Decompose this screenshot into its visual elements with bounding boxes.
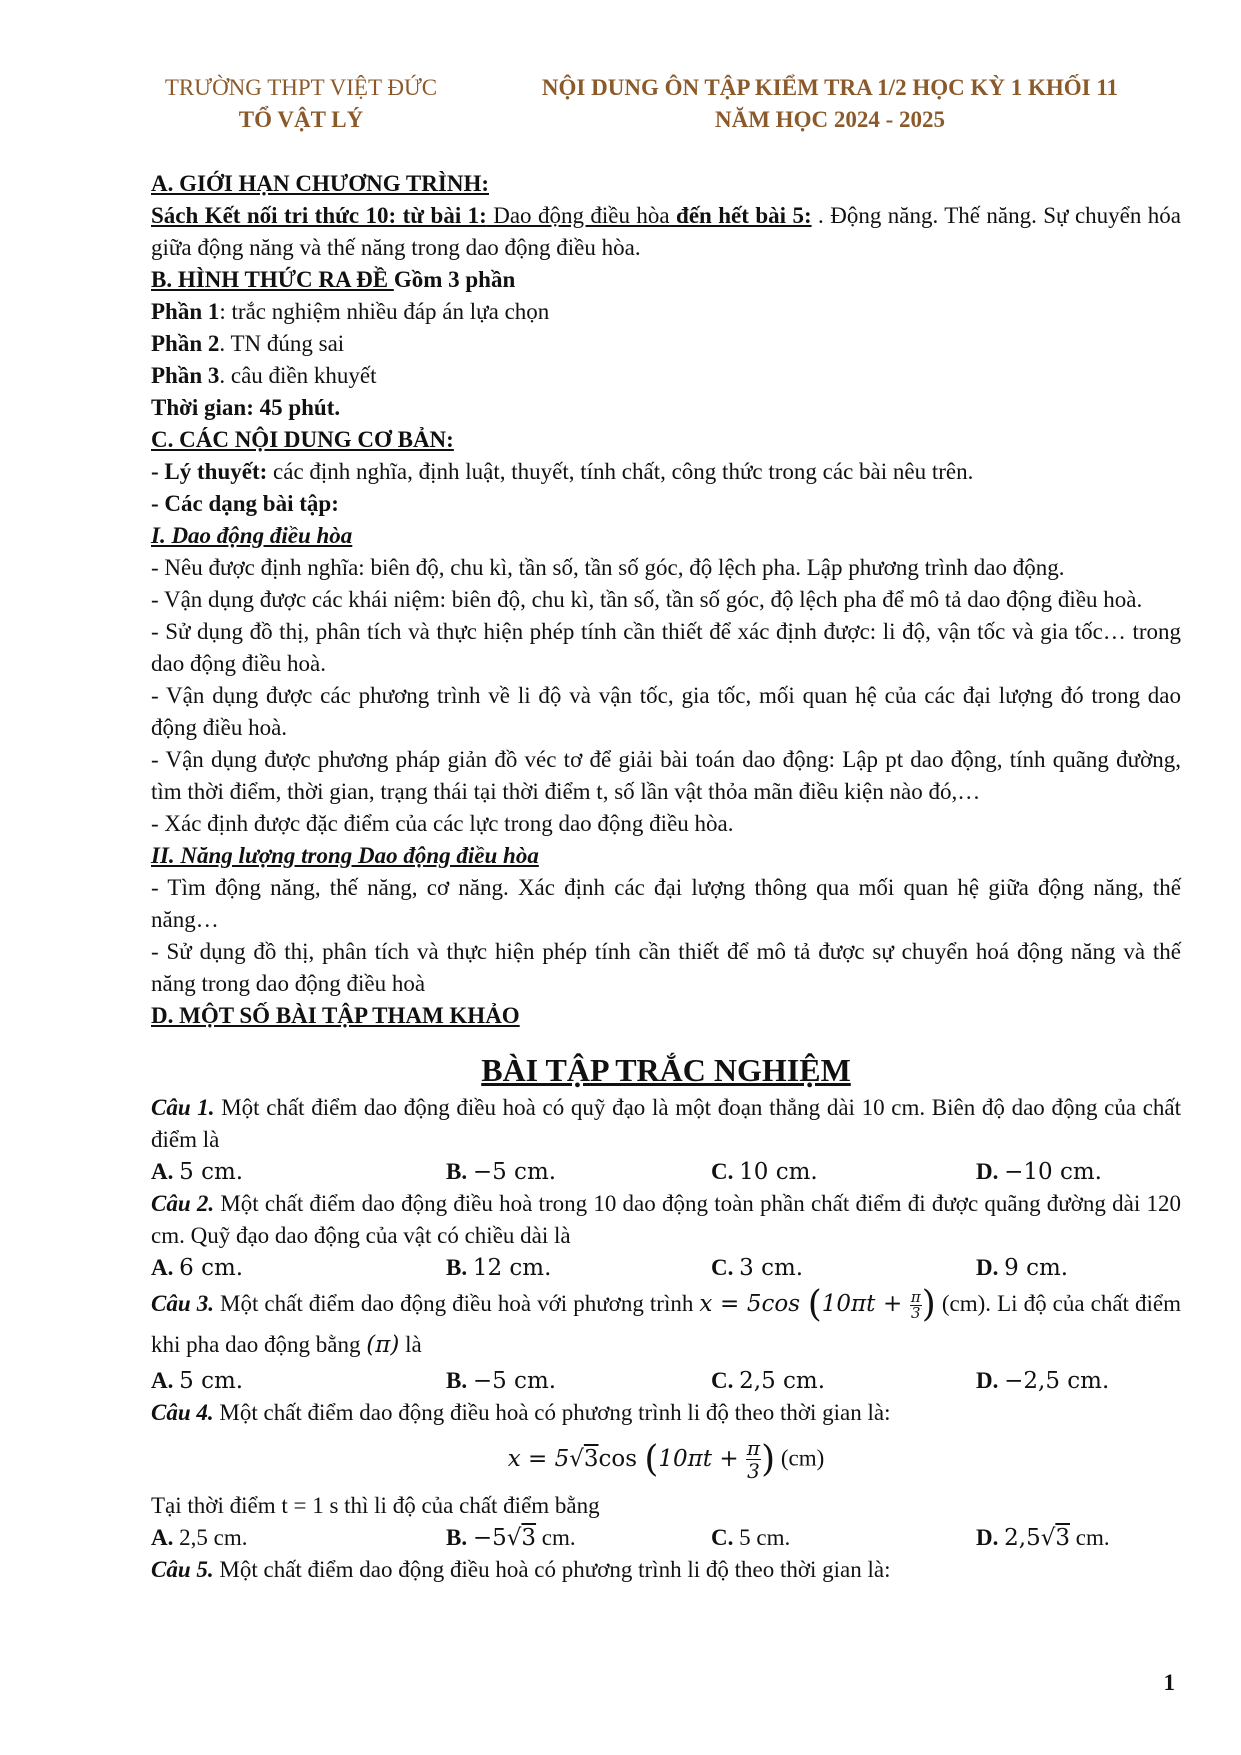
page-number: 1 [1163,1670,1175,1695]
part-1: Phần 1: trắc nghiệm nhiều đáp án lựa chọn [151,299,550,324]
list-item: - Xác định được đặc điểm của các lực trong dao động điều hòa. [151,811,734,836]
school-header [140,72,462,136]
document-title: NỘI DUNG ÔN TẬP KIỂM TRA 1/2 HỌC KỲ 1 KHỐI 11 [541,75,1119,100]
question-1-options [151,1156,1181,1188]
school-name: TRƯỜNG THPT VIỆT ĐỨC [164,75,438,100]
option-b: B. −5 cm. [446,1159,557,1185]
section-a-content [151,200,1181,264]
list-item: - Vận dụng được phương pháp giản đồ véc tơ để giải bài toán dao động: Lập pt dao động, tính quãng đường, tìm thời điểm, thời gian, trạng thái tại thời điểm t, số lần vật thỏa mãn điều kiện nào đó,… [151,747,1181,804]
section-a-heading: A. GIỚI HẠN CHƯƠNG TRÌNH: [151,171,489,196]
book-label: Sách Kết nối tri thức 10: từ bài 1: [151,203,487,228]
question-4-condition: Tại thời điểm t = 1 s thì li độ của chất điểm bằng [151,1493,600,1518]
exam-time: Thời gian: 45 phút. [151,395,341,420]
section-d-heading: D. MỘT SỐ BÀI TẬP THAM KHẢO [151,1003,520,1028]
option-b: B. −5√3 cm. [446,1525,576,1551]
book-rest: . Động năng. Thế năng. Sự chuyển hóa giữa động năng và thế năng trong dao động điều hòa. [151,203,1181,260]
theory-line: - Lý thuyết: các định nghĩa, định luật, thuyết, tính chất, công thức trong các bài nêu trên. [151,459,974,484]
list-item: - Nêu được định nghĩa: biên độ, chu kì, tần số, tần số góc, độ lệch pha. Lập phương trình dao động. [151,555,1065,580]
question-2: Câu 2. Một chất điểm dao động điều hoà trong 10 dao động toàn phần chất điểm đi được quãng đường dài 120 cm. Quỹ đạo dao động của vật có chiều dài là [151,1191,1181,1248]
question-4-options [151,1522,1181,1554]
option-d: D. −2,5 cm. [976,1368,1110,1394]
option-a: A. 5 cm. [151,1368,244,1394]
option-c: C. 3 cm. [711,1255,804,1281]
part-3: Phần 3. câu điền khuyết [151,363,377,388]
option-d: D. −10 cm. [976,1159,1102,1185]
option-c: C. 2,5 cm. [711,1368,826,1394]
list-item: - Sử dụng đồ thị, phân tích và thực hiện phép tính cần thiết để mô tả được sự chuyển hoá động năng và thế năng trong dao động điều hoà [151,939,1181,996]
option-d: D. 9 cm. [976,1255,1069,1281]
option-c: C. 5 cm. [711,1525,791,1550]
document-body [151,168,1181,1586]
option-a: A. 2,5 cm. [151,1525,248,1550]
question-1: Câu 1. Một chất điểm dao động điều hoà có quỹ đạo là một đoạn thẳng dài 10 cm. Biên độ dao động của chất điểm là [151,1095,1182,1152]
list-item: - Tìm động năng, thế năng, cơ năng. Xác định các đại lượng thông qua mối quan hệ giữa động năng, thế năng… [151,875,1181,932]
question-3-options [151,1365,1181,1397]
book-to: đến hết bài 5: [669,203,812,228]
option-d: D. 2,5√3 cm. [976,1525,1110,1551]
question-2-options [151,1252,1181,1284]
question-4: Câu 4. Một chất điểm dao động điều hoà có phương trình li độ theo thời gian là: [151,1400,891,1425]
option-b: B. −5 cm. [446,1368,557,1394]
option-b: B. 12 cm. [446,1255,552,1281]
subsection-1-heading: I. Dao động điều hòa [151,523,353,548]
school-year: NĂM HỌC 2024 - 2025 [715,107,945,132]
exercises-title: BÀI TẬP TRẮC NGHIỆM [481,1052,851,1088]
option-c: C. 10 cm. [711,1159,818,1185]
subsection-2-heading: II. Năng lượng trong Dao động điều hòa [151,843,539,868]
equation: x = 5cos (10πt + $\frac{\pi}{3}$ ) [699,1284,936,1325]
section-c-heading: C. CÁC NỘI DUNG CƠ BẢN: [151,427,454,452]
department-name: TỔ VẬT LÝ [238,107,364,132]
section-b-heading: B. HÌNH THỨC RA ĐỀ Gồm 3 phần [151,267,516,292]
list-item: - Sử dụng đồ thị, phân tích và thực hiện phép tính cần thiết để xác định được: li độ, vận tốc và gia tốc… trong dao động điều hoà. [151,619,1181,676]
option-a: A. 6 cm. [151,1255,244,1281]
question-5: Câu 5. Một chất điểm dao động điều hoà có phương trình li độ theo thời gian là: [151,1557,891,1582]
document-title-block [500,72,1160,136]
question-3: Câu 3. Một chất điểm dao động điều hoà với phương trình x = 5cos (10πt + $\frac{\pi}{3}$ ) (cm). Li độ của chất điểm khi pha dao động bằng (π) là [151,1284,1181,1358]
question-4-equation: x = 5√3cos (10πt + $\frac{\pi}{3}$ ) (cm) [507,1436,825,1483]
book-lesson1: Dao động điều hòa [486,203,670,228]
option-a: A. 5 cm. [151,1159,244,1185]
exercise-types-label: - Các dạng bài tập: [151,491,339,516]
list-item: - Vận dụng được các phương trình về li độ và vận tốc, gia tốc, mối quan hệ của các đại lượng đó trong dao động điều hoà. [151,683,1181,740]
list-item: - Vận dụng được các khái niệm: biên độ, chu kì, tần số, tần số góc, độ lệch pha để mô tả dao động điều hoà. [151,587,1143,612]
part-2: Phần 2. TN đúng sai [151,331,345,356]
